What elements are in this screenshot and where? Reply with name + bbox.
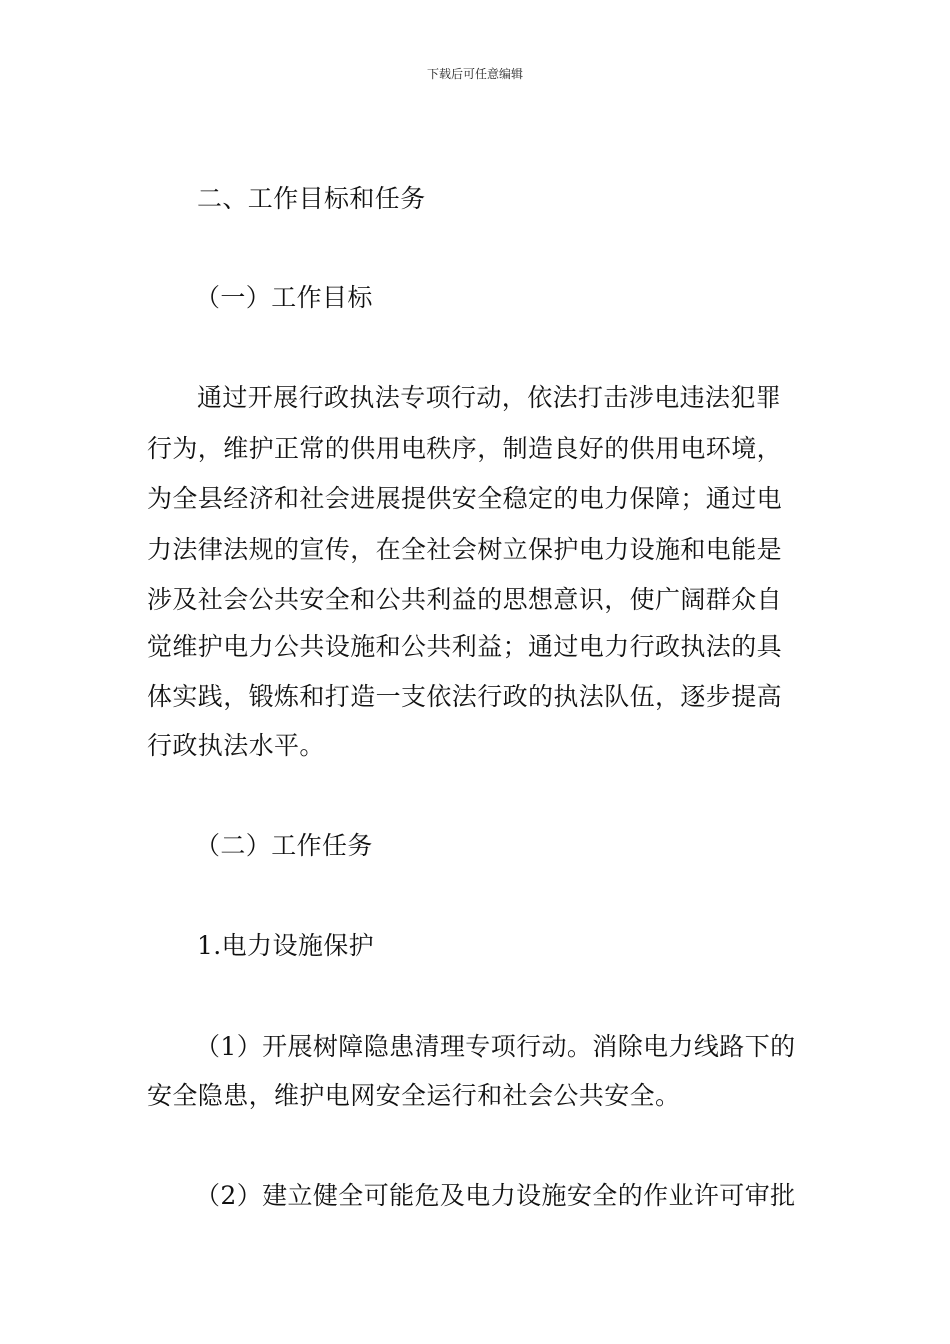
paragraph-line: 涉及社会公共安全和公共利益的思想意识，使广阔群众自 bbox=[147, 585, 783, 614]
paragraph-line: （2）建立健全可能危及电力设施安全的作业许可审批 bbox=[195, 1181, 796, 1210]
paragraph-line: 为全县经济和社会进展提供安全稳定的电力保障；通过电 bbox=[147, 484, 783, 513]
paragraph-line: 力法律法规的宣传，在全社会树立保护电力设施和电能是 bbox=[147, 535, 783, 564]
paragraph-line: 通过开展行政执法专项行动，依法打击涉电违法犯罪 bbox=[197, 383, 782, 412]
section-heading: 二、工作目标和任务 bbox=[197, 184, 426, 213]
paragraph-line: （1）开展树障隐患清理专项行动。消除电力线路下的 bbox=[195, 1032, 796, 1061]
paragraph-line: 觉维护电力公共设施和公共利益；通过电力行政执法的具 bbox=[147, 632, 783, 661]
paragraph-line: 行政执法水平。 bbox=[147, 731, 325, 760]
paragraph-line: 体实践，锻炼和打造一支依法行政的执法队伍，逐步提高 bbox=[147, 682, 783, 711]
sub-heading-tasks: （二）工作任务 bbox=[195, 831, 373, 860]
paragraph-line: 行为，维护正常的供用电秩序，制造良好的供用电环境， bbox=[147, 434, 783, 463]
paragraph-line: 安全隐患，维护电网安全运行和社会公共安全。 bbox=[147, 1081, 681, 1110]
page-header-note: 下载后可任意编辑 bbox=[426, 67, 523, 81]
sub-heading-goals: （一）工作目标 bbox=[195, 283, 373, 312]
item-heading: 1.电力设施保护 bbox=[197, 931, 375, 960]
